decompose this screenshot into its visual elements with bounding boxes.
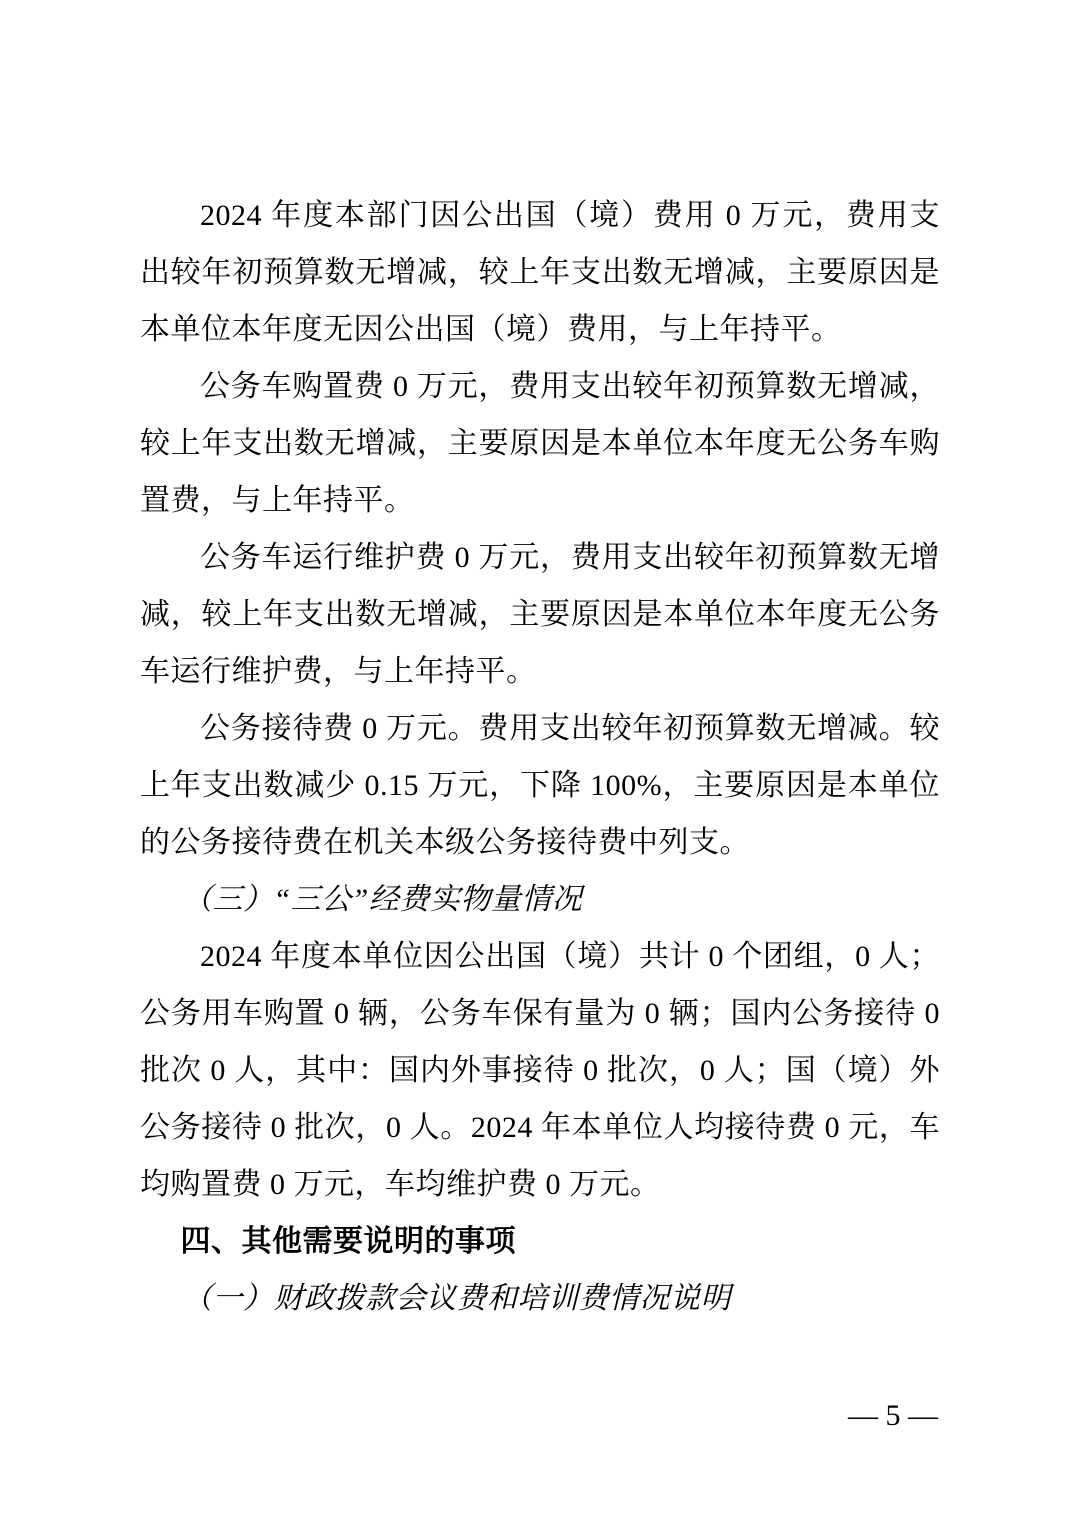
paragraph-overseas-travel-expense: 2024 年度本部门因公出国（境）费用 0 万元，费用支出较年初预算数无增减，较上年支出数无增减，主要原因是本单位本年度无因公出国（境）费用，与上年持平。 — [140, 199, 940, 346]
paragraph-vehicle-purchase-expense: 公务车购置费 0 万元，费用支出较年初预算数无增减，较上年支出数无增减，主要原因是本单位本年度无公务车购置费，与上年持平。 — [140, 370, 940, 517]
document-body — [140, 187, 940, 1327]
paragraph-official-reception-expense: 公务接待费 0 万元。费用支出较年初预算数无增减。较上年支出数减少 0.15 万元，下降 100%，主要原因是本单位的公务接待费在机关本级公务接待费中列支。 — [140, 712, 940, 859]
paragraph-vehicle-maintenance-expense: 公务车运行维护费 0 万元，费用支出较年初预算数无增减，较上年支出数无增减，主要原因是本单位本年度无公务车运行维护费，与上年持平。 — [140, 541, 940, 688]
section-heading-other-matters: 四、其他需要说明的事项 — [180, 1225, 516, 1258]
subsection-heading-meeting-training-fees: （一）财政拨款会议费和培训费情况说明 — [182, 1282, 731, 1315]
subsection-heading-three-public-expenses-physical-quantity: （三）“三公”经费实物量情况 — [182, 883, 583, 916]
paragraph-physical-quantity-details: 2024 年度本单位因公出国（境）共计 0 个团组，0 人；公务用车购置 0 辆，公务车保有量为 0 辆；国内公务接待 0 批次 0 人，其中：国内外事接待 0 批次，0 人；国（境）外公务接待 0 批次，0 人。2024 年本单位人均接待费 0 元，车均购置费 0 万元，车均维护费 0 万元。 — [140, 940, 940, 1201]
page-number: — 5 — — [848, 1399, 938, 1432]
